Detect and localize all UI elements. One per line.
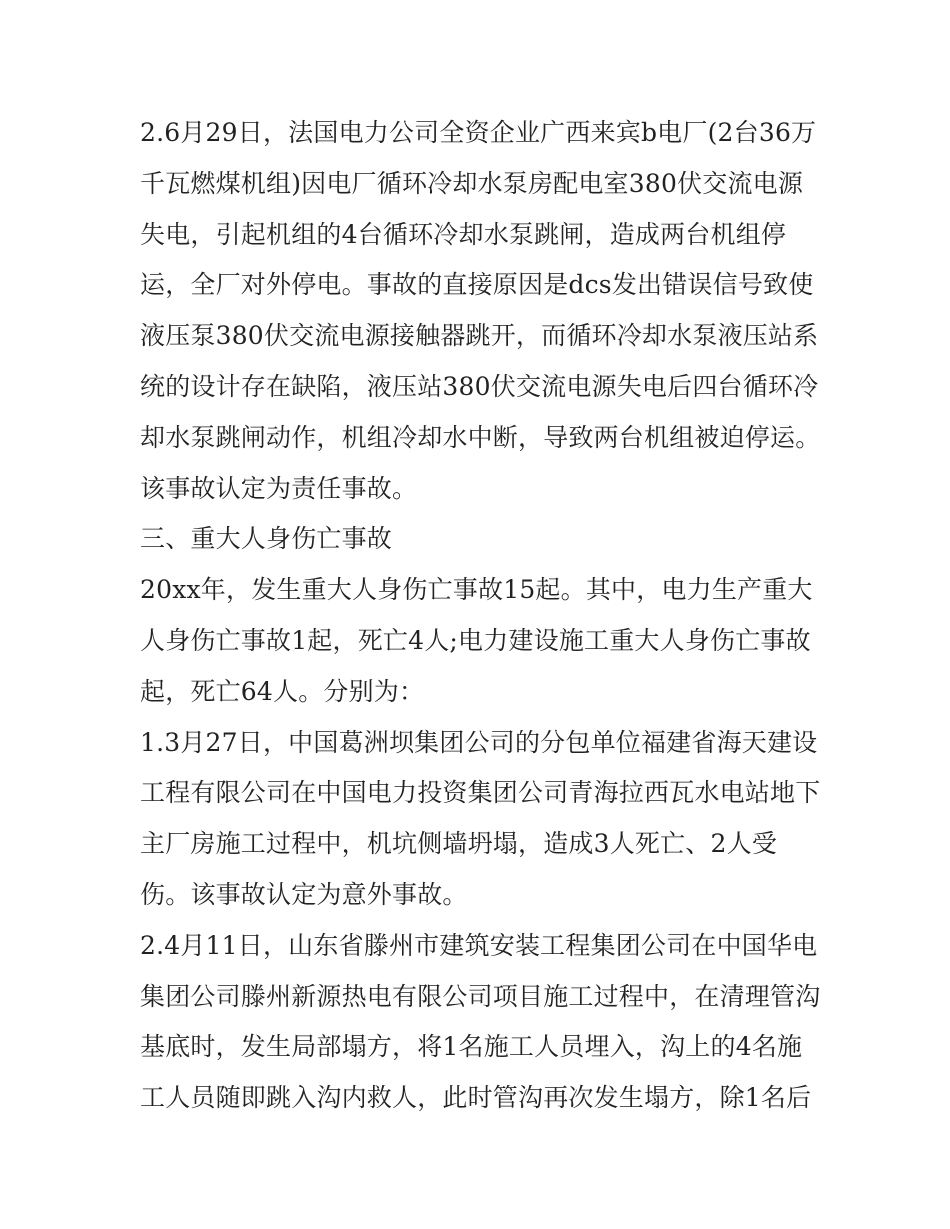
section-heading: 三、重大人身伤亡事故	[140, 524, 393, 554]
text-line: 统的设计存在缺陷，液压站380伏交流电源失电后四台循环冷	[140, 371, 819, 401]
text-line: 集团公司滕州新源热电有限公司项目施工过程中，在清理管沟	[140, 981, 821, 1011]
text-line: 1.3月27日，中国葛洲坝集团公司的分包单位福建省海天建设	[140, 727, 818, 757]
text-line: 2.4月11日，山东省滕州市建筑安装工程集团公司在中国华电	[140, 930, 818, 960]
text-line: 工程有限公司在中国电力投资集团公司青海拉西瓦水电站地下	[140, 778, 821, 808]
text-line: 2.6月29日，法国电力公司全资企业广西来宾b电厂(2台36万	[140, 118, 817, 147]
text-line: 20xx年，发生重大人身伤亡事故15起。其中，电力生产重大	[140, 575, 813, 605]
text-line: 运，全厂对外停电。事故的直接原因是dcs发出错误信号致使	[140, 270, 814, 300]
text-line: 失电，引起机组的4台循环冷却水泵跳闸，造成两台机组停	[140, 219, 787, 249]
document-body	[140, 108, 820, 1124]
text-line: 千瓦燃煤机组)因电厂循环冷却水泵房配电室380伏交流电源	[140, 168, 804, 198]
text-line: 伤。该事故认定为意外事故。	[140, 879, 468, 909]
text-line: 该事故认定为责任事故。	[140, 473, 418, 503]
text-line: 液压泵380伏交流电源接触器跳开，而循环冷却水泵液压站系	[140, 321, 819, 351]
text-line: 基底时，发生局部塌方，将1名施工人员埋入，沟上的4名施	[140, 1032, 803, 1062]
text-line: 起，死亡64人。分别为：	[140, 676, 425, 706]
text-line: 主厂房施工过程中，机坑侧墙坍塌，造成3人死亡、2人受	[140, 829, 778, 859]
text-line: 却水泵跳闸动作，机组冷却水中断，导致两台机组被迫停运。	[140, 422, 821, 452]
text-line: 工人员随即跳入沟内救人，此时管沟再次发生塌方，除1名后	[140, 1083, 812, 1113]
text-line: 人身伤亡事故1起，死亡4人;电力建设施工重大人身伤亡事故	[140, 625, 811, 655]
